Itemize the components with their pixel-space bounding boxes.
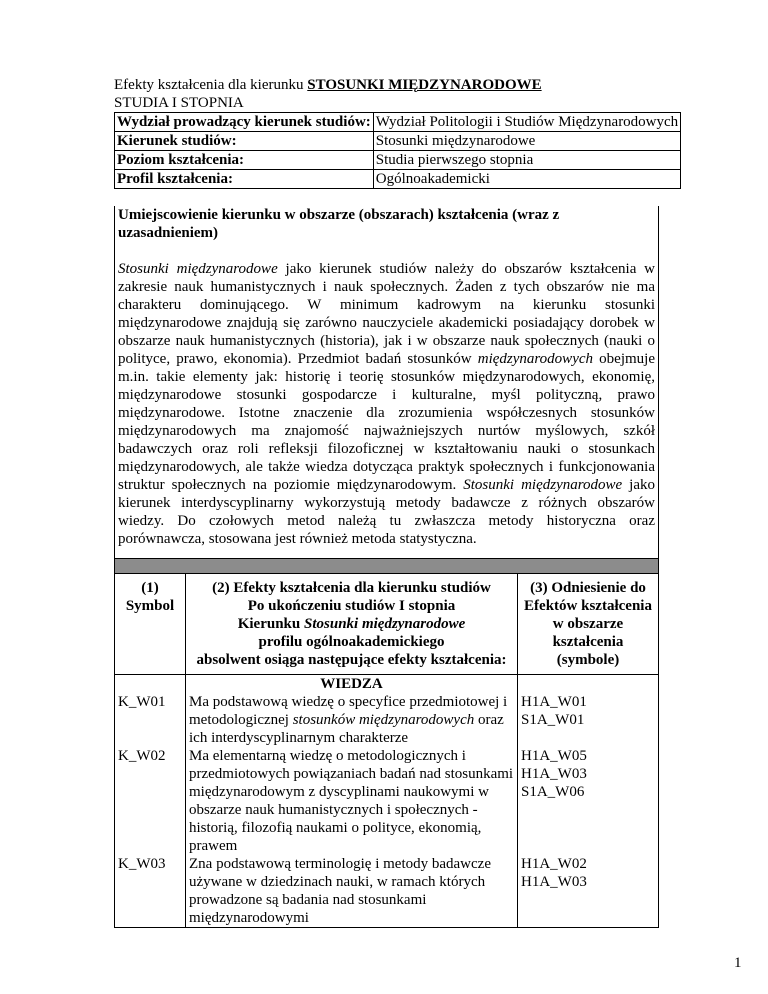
page-number: 1	[734, 955, 742, 971]
reference-group	[521, 855, 655, 891]
outcomes-header-row	[115, 574, 659, 675]
symbol-cell	[115, 675, 186, 928]
header-italic: Stosunki międzynarodowe	[304, 616, 466, 632]
info-value: Ogólnoakademicki	[373, 170, 680, 189]
header-outcomes	[186, 574, 518, 675]
reference-code: H1A_W03	[521, 766, 587, 782]
info-table	[114, 112, 681, 189]
header-references: (3) Odniesienie do Efektów kształcenia w obszarze kształcenia (symbole)	[518, 574, 659, 675]
separator-bar	[114, 559, 659, 573]
outcome-text: Ma podstawową wiedzę o specyfice przedmiotowej i metodologicznej	[189, 694, 508, 728]
outcome-symbol: K_W03	[118, 856, 166, 872]
document-title	[114, 76, 659, 94]
reference-code: H1A_W01	[521, 694, 587, 710]
outcome-description: Ma elementarną wiedzę o metodologicznych i przedmiotowych powiązaniach badań nad stosunkami międzynarodowym z dyscyplinami naukowymi w obszarze nauk humanistycznych i społecznych - historią, filozofią naukami o polityce, ekonomią, prawem	[189, 748, 514, 854]
reference-cell	[518, 675, 659, 928]
info-label: Poziom kształcenia:	[115, 151, 374, 170]
placement-section	[114, 206, 659, 559]
reference-code: H1A_W05	[521, 748, 587, 764]
placement-title: Umiejscowienie kierunku w obszarze (obszarach) kształcenia (wraz z uzasadnieniem)	[118, 207, 560, 241]
outcome-description: Zna podstawową terminologię i metody badawcze używane w dziedzinach nauki, w ramach których prowadzone są badania nad stosunkami międzynarodowymi	[189, 856, 491, 926]
category-heading: WIEDZA	[320, 676, 383, 692]
reference-code: H1A_W03	[521, 874, 587, 890]
italic-term: międzynarodowych	[477, 351, 594, 367]
italic-term: Stosunki międzynarodowe	[463, 477, 623, 493]
header-text: Kierunku	[237, 616, 304, 632]
title-prefix: Efekty kształcenia dla kierunku	[114, 77, 308, 93]
outcomes-table	[114, 573, 659, 928]
info-label: Kierunek studiów:	[115, 132, 374, 151]
document-page	[114, 76, 679, 928]
header-line	[189, 615, 514, 633]
info-value: Studia pierwszego stopnia	[373, 151, 680, 170]
header-line: profilu ogólnoakademickiego	[258, 634, 445, 650]
info-label: Wydział prowadzący kierunek studiów:	[115, 113, 374, 132]
outcome-italic: stosunków międzynarodowych	[292, 712, 475, 728]
paragraph-text: jako kierunek interdyscyplinarny wykorzystują metody badawcze z różnych obszarów wiedzy. Do czołowych metod należą tu zwłaszcza metody historyczna oraz porównawcza, stosowana jest również metoda statystyczna.	[118, 477, 655, 547]
info-value: Stosunki międzynarodowe	[373, 132, 680, 151]
reference-code: H1A_W02	[521, 856, 587, 872]
header-line: Po ukończeniu studiów I stopnia	[247, 598, 456, 614]
info-value: Wydział Politologii i Studiów Międzynarodowych	[373, 113, 680, 132]
info-label: Profil kształcenia:	[115, 170, 374, 189]
reference-group	[521, 747, 655, 855]
outcome-symbol: K_W02	[118, 748, 166, 764]
reference-code: S1A_W06	[521, 784, 585, 800]
info-row	[115, 170, 681, 189]
paragraph-text: obejmuje m.in. takie elementy jak: historię i teorię stosunków międzynarodowych, ekonomię, międzynarodowe stosunki gospodarcze i kulturalne, myśl polityczną, prawo międzynarodowe. Istotne znaczenie dla zrozumienia współczesnych stosunków międzynarodowych ma znajomość najważniejszych nurtów myślowych, szkół badawczych oraz roli refleksji filozoficznej w kształtowaniu nauki o stosunkach międzynarodowych, ale także wiedza dotycząca praktyk społecznych i funkcjonowania struktur społecznych na poziomie międzynarodowym.	[118, 351, 655, 493]
outcomes-body-row	[115, 675, 659, 928]
outcome-text: oraz ich interdyscyplinarnym charakterze	[189, 712, 504, 746]
reference-code: S1A_W01	[521, 712, 585, 728]
info-row	[115, 132, 681, 151]
field-of-study-name: STOSUNKI MIĘDZYNARODOWE	[307, 77, 542, 93]
paragraph-text: jako kierunek studiów należy do obszarów kształcenia w zakresie nauk humanistycznych i nauk społecznych. Żaden z tych obszarów nie ma charakteru dominującego. W minimum kadrowym na kierunku stosunki międzynarodowe znajdują się zarówno nauczyciele akademicki posiadający dorobek w obszarze nauk humanistycznych (historia), jak i w obszarze nauk społecznych (nauki o polityce, prawo, ekonomia). Przedmiot badań stosunków	[118, 261, 655, 367]
header-line: (2) Efekty kształcenia dla kierunku studiów	[212, 580, 491, 596]
info-row	[115, 113, 681, 132]
outcome-description-cell	[186, 675, 518, 928]
placement-paragraph	[118, 260, 655, 548]
header-line: absolwent osiąga następujące efekty kształcenia:	[196, 652, 507, 668]
study-level-heading: STUDIA I STOPNIA	[114, 95, 244, 111]
header-symbol: (1) Symbol	[115, 574, 186, 675]
info-row	[115, 151, 681, 170]
outcome-symbol: K_W01	[118, 694, 166, 710]
reference-group	[521, 693, 655, 747]
italic-term: Stosunki międzynarodowe	[118, 261, 278, 277]
outcome-description	[189, 693, 514, 747]
